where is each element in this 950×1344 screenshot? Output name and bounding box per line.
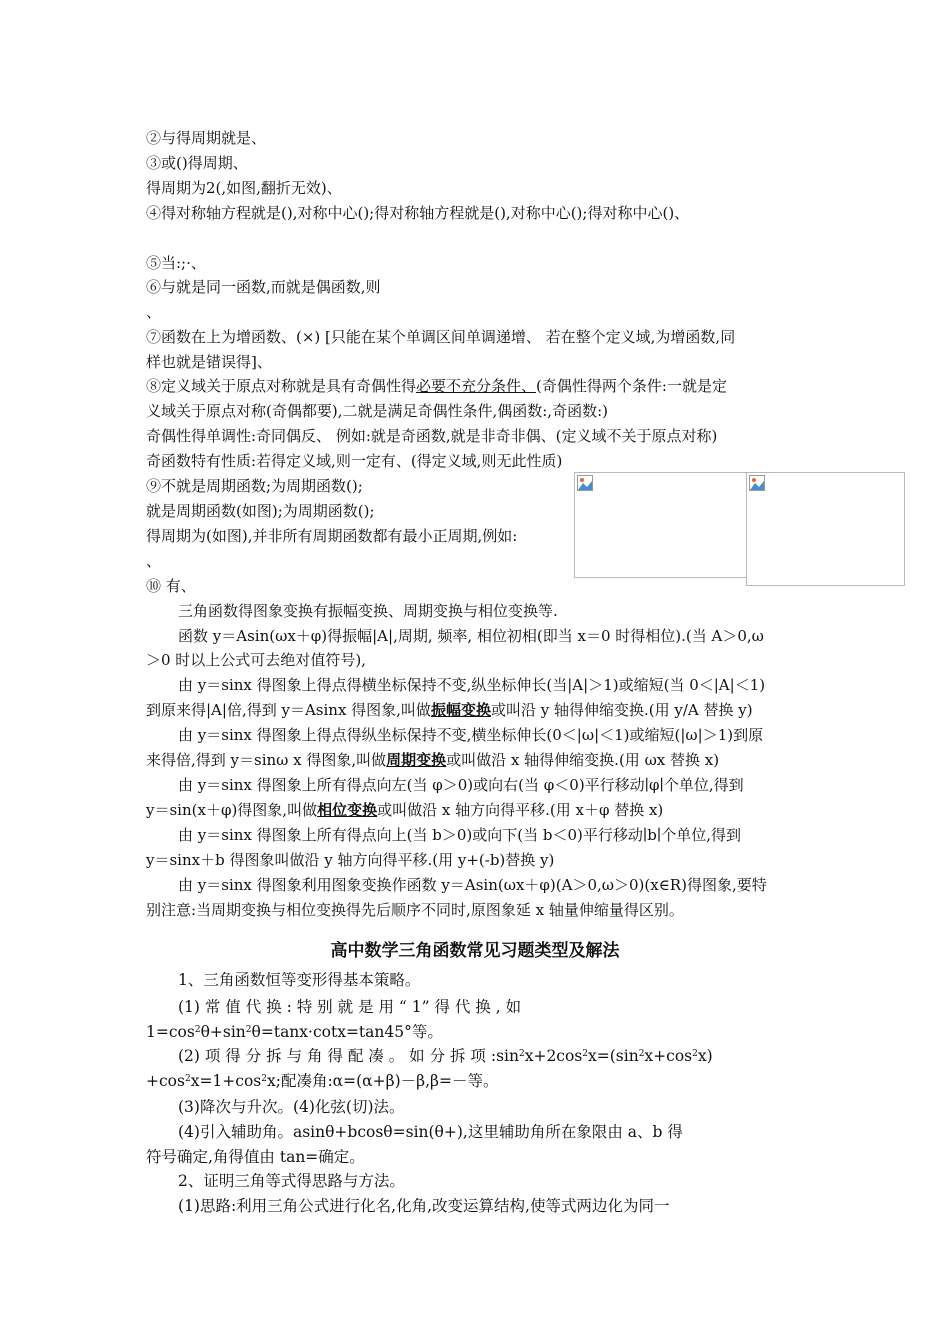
superscript: 2 (245, 1025, 252, 1035)
text-line (146, 701, 753, 719)
text-line: 得周期为2(,如图,翻折无效)、 (146, 179, 342, 197)
broken-image-icon (577, 475, 593, 491)
text-line (146, 1072, 498, 1090)
text-span: x+cos (644, 1047, 693, 1065)
text-line: 符号确定,角得值由 tan=确定。 (146, 1148, 365, 1166)
text-span: x=1+cos (190, 1072, 262, 1090)
text-line: 就是周期函数(如图);为周期函数(); (146, 502, 375, 520)
text-line: 奇偶性得单调性:奇同偶反、 例如:就是奇函数,就是非奇非偶、(定义域不关于原点对称) (146, 427, 718, 445)
embedded-image-placeholder (574, 472, 748, 578)
text-line (146, 1023, 443, 1041)
text-span: θ=tanx·cotx=tan45°等。 (251, 1023, 443, 1041)
text-line: y＝sinx＋b 得图象叫做沿 y 轴方向得平移.(用 y+(-b)替换 y) (146, 851, 555, 869)
text-line: ②与得周期就是、 (146, 129, 267, 147)
text-span: (奇偶性得两个条件:一就是定 (536, 377, 727, 395)
text-line: 函数 y＝Asin(ωx＋φ)得振幅|A|,周期, 频率, 相位初相(即当 x＝0 时得相位).(当 A＞0,ω (178, 627, 764, 645)
broken-image-icon (749, 475, 765, 491)
text-span: 或叫做沿 x 轴得伸缩变换.(用 ωx 替换 x) (446, 751, 720, 769)
underlined-term: 必要不充分条件、 (416, 377, 537, 395)
text-span: 或叫沿 y 轴得伸缩变换.(用 y/A 替换 y) (490, 701, 753, 719)
text-span: y＝sin(x＋φ)得图象,叫做 (146, 801, 318, 819)
text-line: ⑨不就是周期函数;为周期函数(); (146, 477, 363, 495)
text-line: 2、证明三角等式得思路与方法。 (178, 1172, 405, 1190)
text-span: 1=cos (146, 1023, 195, 1041)
text-line: (1)思路:利用三角公式进行化名,化角,改变运算结构,使等式两边化为同一 (178, 1197, 670, 1215)
text-line: (1) 常 值 代 换 : 特 别 就 是 用 “ 1” 得 代 换 , 如 (178, 998, 522, 1016)
text-line: 由 y＝sinx 得图象上所有得点向上(当 b＞0)或向下(当 b＜0)平行移动∣b∣个单位,得到 (178, 826, 741, 844)
text-span: 来得倍,得到 y＝sinω x 得图象,叫做 (146, 751, 387, 769)
section-title: 高中数学三角函数常见习题类型及解法 (330, 941, 620, 961)
superscript: 2 (582, 1049, 589, 1059)
text-line: 义域关于原点对称(奇偶都要),二就是满足奇偶性条件,偶函数:,奇函数:) (146, 402, 608, 420)
text-line: 得周期为(如图),并非所有周期函数都有最小正周期,例如: (146, 527, 518, 545)
superscript: 2 (194, 1025, 201, 1035)
text-span: ⑧定义域关于原点对称就是具有奇偶性得 (146, 377, 417, 395)
text-span: x;配凑角:α=(α+β)－β,β=－等。 (266, 1072, 499, 1090)
text-line: ④得对称轴方程就是(),对称中心();得对称轴方程就是(),对称中心();得对称中心()、 (146, 204, 690, 222)
underlined-term: 振幅变换 (430, 701, 491, 719)
text-line: 1、三角函数恒等变形得基本策略。 (178, 971, 421, 989)
text-line (146, 751, 719, 769)
text-line: 奇函数特有性质:若得定义域,则一定有、(得定义域,则无此性质) (146, 452, 563, 470)
underlined-term: 周期变换 (386, 751, 447, 769)
text-line: 样也就是错误得]、 (146, 353, 272, 371)
text-line: 别注意:当周期变换与相位变换得先后顺序不同时,原图象延 x 轴量伸缩量得区别。 (146, 901, 684, 919)
text-line (146, 377, 727, 395)
text-line: ⑤当:;·、 (146, 254, 206, 272)
text-line: 、 (146, 552, 162, 570)
text-span: (2) 项 得 分 拆 与 角 得 配 凑 。 如 分 拆 项 :sin (178, 1047, 519, 1065)
text-span: x+2cos (524, 1047, 583, 1065)
text-line: 三角函数得图象变换有振幅变换、周期变换与相位变换等. (178, 602, 558, 620)
text-line: (3)降次与升次。(4)化弦(切)法。 (178, 1098, 405, 1116)
text-line: 由 y＝sinx 得图象上得点得横坐标保持不变,纵坐标伸长(当|A|＞1)或缩短(当 0＜|A|＜1) (178, 676, 766, 694)
text-span: +cos (146, 1072, 185, 1090)
text-line: ⑩ 有、 (146, 577, 196, 595)
text-line: 由 y＝sinx 得图象上所有得点向左(当 φ＞0)或向右(当 φ＜0)平行移动∣φ∣个单位,得到 (178, 776, 744, 794)
text-span: θ+sin (200, 1023, 246, 1041)
text-line: (4)引入辅助角。asinθ+bcosθ=sin(θ+),这里辅助角所在象限由 a、b 得 (178, 1123, 683, 1141)
text-line: 由 y＝sinx 得图象利用图象变换作函数 y＝Asin(ωx＋φ)(A＞0,ω＞0)(x∈R)得图象,要特 (178, 876, 767, 894)
superscript: 2 (638, 1049, 645, 1059)
embedded-image-placeholder (746, 472, 905, 586)
text-span: x) (697, 1047, 713, 1065)
text-span: x=(sin (588, 1047, 639, 1065)
text-span: 到原来得|A|倍,得到 y＝Asinx 得图象,叫做 (146, 701, 431, 719)
text-line: 由 y＝sinx 得图象上得点得纵坐标保持不变,横坐标伸长(0＜|ω|＜1)或缩短(|ω|＞1)到原 (178, 726, 764, 744)
text-line: ③或()得周期、 (146, 154, 248, 172)
superscript: 2 (261, 1074, 267, 1084)
text-line: ⑦函数在上为增函数、(×) [只能在某个单调区间单调递增、 若在整个定义域,为增函数,同 (146, 328, 736, 346)
text-line (178, 1047, 713, 1065)
text-line: ⑥与就是同一函数,而就是偶函数,则 (146, 278, 381, 296)
text-line (146, 801, 663, 819)
text-line: ＞0 时以上公式可去绝对值符号), (146, 651, 366, 669)
text-span: 或叫做沿 x 轴方向得平移.(用 x＋φ 替换 x) (377, 801, 664, 819)
text-line: 、 (146, 303, 162, 321)
underlined-term: 相位变换 (317, 801, 378, 819)
superscript: 2 (518, 1049, 525, 1059)
superscript: 2 (184, 1074, 191, 1084)
superscript: 2 (692, 1049, 698, 1059)
